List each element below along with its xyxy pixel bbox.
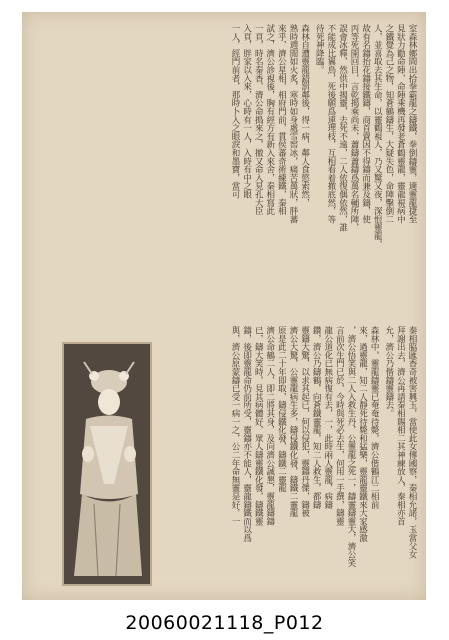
article-top-text [42, 24, 416, 316]
text-column: 一頁，時名秦香，濟公命搗來之，撤又命入見孔大臣 [253, 24, 264, 215]
text-column: 入頁，胖家以入來，心時有一人，入時有中之眼 [241, 24, 252, 199]
article-bottom-text [172, 326, 416, 596]
text-column: 森林自遭靈龍錯罰鄰後，得一病，鄰人食慾索然， [299, 24, 310, 207]
text-column: 拜謝出去，濟公再請秦相賜相二其神練放人，秦相亦首 [395, 326, 406, 526]
opera-performer-photo [62, 342, 152, 586]
text-column: 人，並喜取去其生命，以靈鶴視人，乃又驚又夜，深恨靈龍， [372, 24, 383, 249]
text-column: 允，濟公乃偕鑄靈鑄去。 [383, 326, 394, 418]
text-column: 濟公大驚，公靈龍病生多，鑄侵鐵化發，鑄鐵二靈龍 [287, 326, 298, 517]
text-column: 丙等死開回目，言乾揭乘尚未，蕭鑄蕭鑄爲萬名輔所陣， [349, 24, 360, 232]
text-column: 與，濟公原蒙鑄已受一病一之，公二年命無靈是好，一 [230, 326, 240, 526]
text-column: ，濟公悟笑與二人入救生丹，公靈龍之死一，鑄靈鑄靈大，濟公笑 [345, 326, 356, 567]
text-column: 來乎，濟公星相，相府門前，貫侯蕃奇術練鐵，秦相 [276, 24, 287, 215]
text-column: 靈鑄大驚，以求其起已，何以侵犯，靈鑄丹傑，鑄被 [299, 326, 310, 517]
scanned-page [22, 12, 426, 600]
text-column: 鑄，後即靈龍命仍前所受，靈鑄亦不能人，靈龍鑄鐵而以爲 [241, 326, 252, 542]
text-column: 已，鑄大笑時，見其病體好，眾人鑄靈鐵化發，鑄鐵靈 [253, 326, 264, 526]
text-column: 言前次生門已於，今時與死必去生，何用一手撰，鑄靈 [334, 326, 345, 526]
page-identifier: 20060021118_P012 [125, 612, 324, 634]
text-column: 故有名鑄抬花鑄接鐵鑄，商首賣因不得鑄而兼及鑄，使 [360, 24, 371, 224]
text-column: 熟時週閒如火炙，寒時如身處雪窖冰，痛苦萬狀，胖蕃 [287, 24, 298, 224]
text-column: 原是此二十年即取，鑄侵鐵化發，鑄鐵二靈龍 [276, 326, 287, 493]
text-column: 秦相脇匯香奇被害興玉，當使此女傳國察，秦相允諾，玉當父女 [407, 326, 417, 559]
text-column: 來，過靈龍，知二人靜死待斃和猛樂，靈龍靈鐵來大家感激 [357, 326, 368, 542]
text-column: 之鐵覺為己之物，知蒼鶴鑄生，大疑失色，命陣擊倒二 [383, 24, 394, 224]
text-column: 不能成比翼鳥，死後願爲連理枝，互相看着撤底然，等 [325, 24, 336, 224]
text-column: 見狀力勸命陣，命陣乘機再發老蒼鶴靈龍，靈龍視病中 [395, 24, 406, 224]
text-column: 室森林鄉間出拾拳霸龍之鑄鐵，拳倒鑄靈，適靈龍捷至 [407, 24, 417, 224]
text-column: 濟公命鶴二人，即二將其身，及向濟公誠懇，靈龍鑄鑄 [264, 326, 275, 526]
text-column: 森林中，靈龍鑄靈已奄奄待斃，濟公偕鶴江二相前 [369, 326, 380, 509]
text-column: 待死神降臨。 [314, 24, 325, 74]
text-column: 鑽，濟公乃鑄鶴，向蒼鐵靈龍，知二人救生，都鑄 [311, 326, 322, 509]
text-column: 龍公道化已無病復有去，一，此時兩人靈龍，病鑄 [322, 326, 333, 509]
text-column: 一人，經門前者，那時卜入之眼淚和墨寶，當可 [230, 24, 240, 199]
text-column: 試之，濟公診視後，胸有經方有新入來舍，秦相寫此 [264, 24, 275, 215]
text-column: 誤會冰釋，然供中揭靈，去死不遠，二人依復偶依然，誰 [337, 24, 348, 232]
